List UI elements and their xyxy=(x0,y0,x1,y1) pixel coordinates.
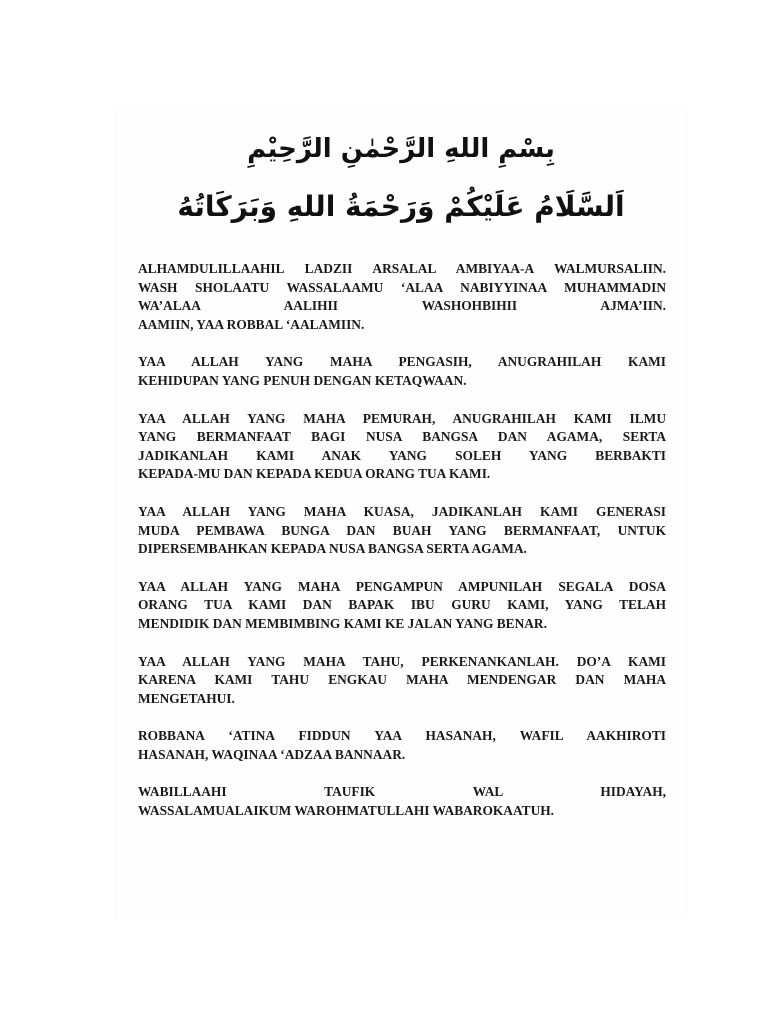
document-page xyxy=(116,108,686,918)
text-line: YAA ALLAH YANG MAHA TAHU, PERKENANKANLAH. DO’A KAMI xyxy=(138,653,666,669)
text-line: KARENA KAMI TAHU ENGKAU MAHA MENDENGAR DAN MAHA xyxy=(138,672,666,688)
text-line: YAA ALLAH YANG MAHA KUASA, JADIKANLAH KAMI GENERASI xyxy=(138,503,666,519)
text-line: JADIKANLAH KAMI ANAK YANG SOLEH YANG BERBAKTI xyxy=(138,447,666,463)
basmala-calligraphy: بِسْمِ اللهِ الرَّحْمٰنِ الرَّحِيْمِ xyxy=(247,134,555,164)
paragraph-pemurah xyxy=(138,410,666,484)
text-line: AAMIIN, YAA ROBBAL ‘AALAMIIN. xyxy=(138,316,365,332)
text-line: MUDA PEMBAWA BUNGA DAN BUAH YANG BERMANFAAT, UNTUK xyxy=(138,522,666,538)
text-line: ORANG TUA KAMI DAN BAPAK IBU GURU KAMI, YANG TELAH xyxy=(138,597,666,613)
text-line: MENGETAHUI. xyxy=(138,690,235,706)
text-line: HASANAH, WAQINAA ‘ADZAA BANNAAR. xyxy=(138,746,406,762)
text-line: ALHAMDULILLAAHIL LADZII ARSALAL AMBIYAA-A WALMURSALIIN. xyxy=(138,261,666,276)
text-line: YAA ALLAH YANG MAHA PENGAMPUN AMPUNILAH SEGALA DOSA xyxy=(138,578,666,594)
paragraph-hamdalah xyxy=(138,260,666,334)
text-line: KEPADA-MU DAN KEPADA KEDUA ORANG TUA KAMI. xyxy=(138,466,491,482)
prayer-text xyxy=(138,260,666,840)
paragraph-kuasa xyxy=(138,503,666,559)
text-line: YAA ALLAH YANG MAHA PEMURAH, ANUGRAHILAH KAMI ILMU xyxy=(138,410,666,426)
text-line: WA’ALAA AALIHII WASHOHBIHII AJMA’IIN. xyxy=(138,298,666,314)
salam-calligraphy: اَلسَّلَامُ عَلَيْكُمْ وَرَحْمَةُ اللهِ وَبَرَكَاتُهُ xyxy=(177,190,625,223)
paragraph-closing xyxy=(138,783,666,820)
paragraph-robbana xyxy=(138,727,666,764)
text-line: MENDIDIK DAN MEMBIMBING KAMI KE JALAN YANG BENAR. xyxy=(138,615,547,631)
text-line: YANG BERMANFAAT BAGI NUSA BANGSA DAN AGAMA, SERTA xyxy=(138,429,666,445)
paragraph-pengampun xyxy=(138,578,666,634)
text-line: YAA ALLAH YANG MAHA PENGASIH, ANUGRAHILAH KAMI xyxy=(138,354,666,370)
text-line: KEHIDUPAN YANG PENUH DENGAN KETAQWAAN. xyxy=(138,372,467,388)
text-line: WASH SHOLAATU WASSALAAMU ‘ALAA NABIYYINAA MUHAMMADIN xyxy=(138,279,666,295)
text-line: WABILLAAHI TAUFIK WAL HIDAYAH, xyxy=(138,784,666,800)
paragraph-maha-tahu xyxy=(138,653,666,709)
text-line: ROBBANA ‘ATINA FIDDUN YAA HASANAH, WAFIL AAKHIROTI xyxy=(138,728,666,744)
paragraph-pengasih xyxy=(138,353,666,390)
text-line: DIPERSEMBAHKAN KEPADA NUSA BANGSA SERTA AGAMA. xyxy=(138,541,527,557)
text-line: WASSALAMUALAIKUM WAROHMATULLAHI WABAROKAATUH. xyxy=(138,803,555,819)
